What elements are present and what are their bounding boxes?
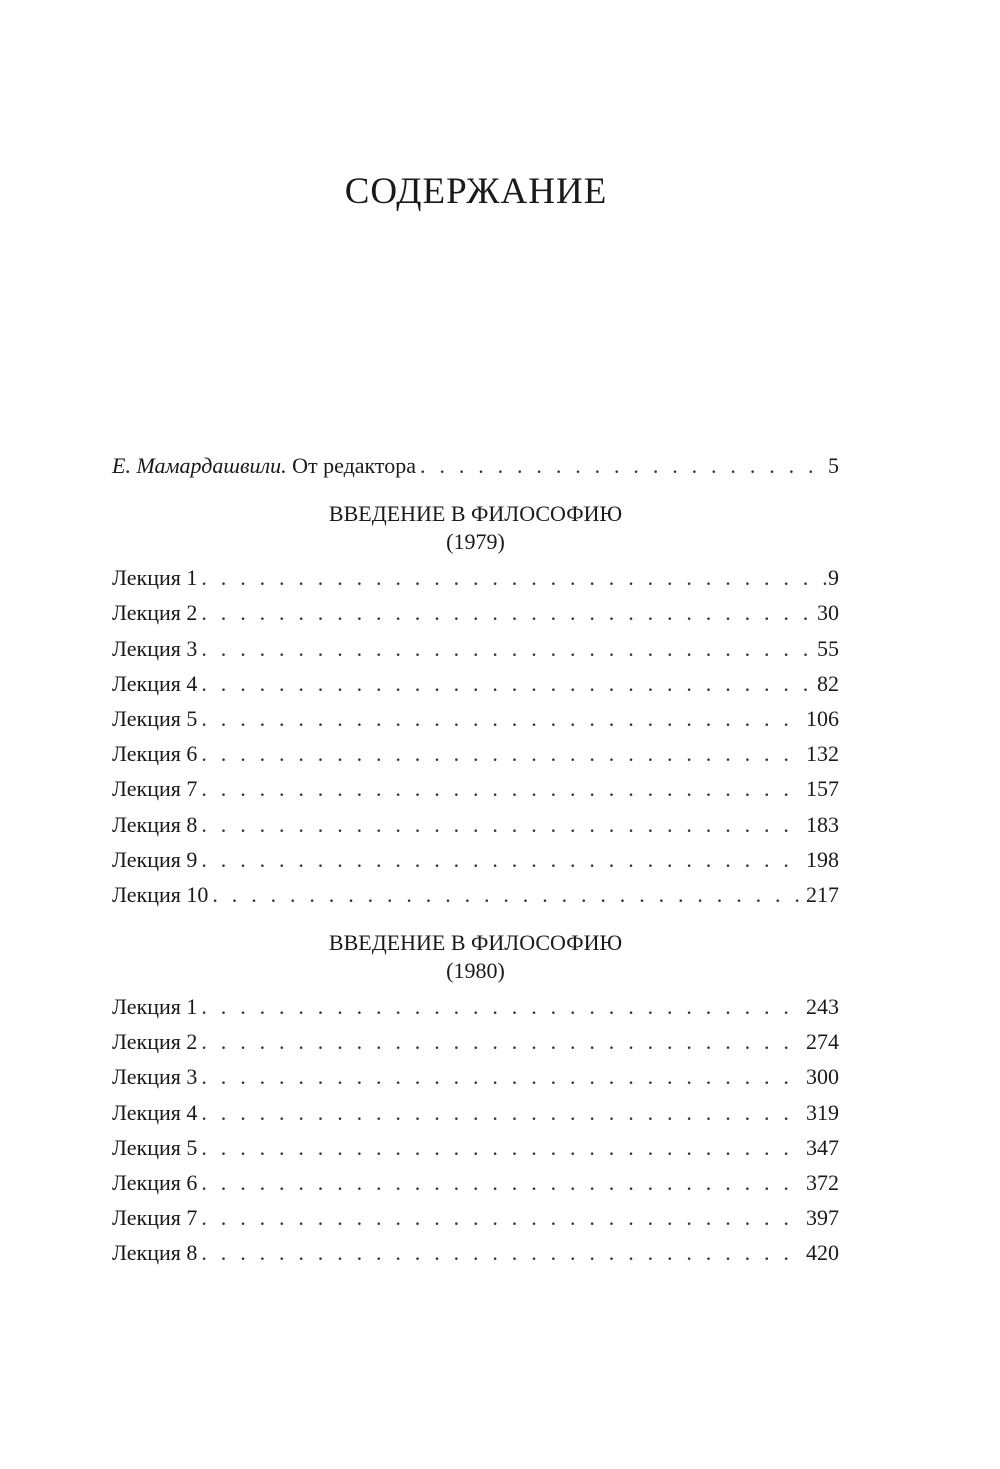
toc-entry-label: Лекция 1 [112,565,198,591]
toc-page-number: 55 [817,635,839,661]
section-heading-1980 [112,929,839,985]
toc-page-number: 274 [806,1029,839,1055]
toc-page-number: 30 [817,600,839,626]
dot-leader [201,1059,804,1094]
toc-entry-lecture[interactable] [112,560,839,595]
editor-note-title: От редактора [292,453,417,478]
toc-page-number: 217 [806,881,839,907]
dot-leader [201,989,804,1024]
toc-entry-label: Лекция 5 [112,1134,198,1160]
toc-entry-lecture[interactable] [112,1095,839,1130]
toc-entry-label: Лекция 3 [112,635,198,661]
editor-name: Е. Мамардашвили. [112,453,287,478]
table-of-contents [112,448,839,1271]
toc-page-number: 347 [806,1134,839,1160]
toc-entry-label: Лекция 7 [112,1205,198,1231]
toc-page-number: 300 [806,1064,839,1090]
toc-page-number: 372 [806,1170,839,1195]
toc-entry-lecture[interactable] [112,701,839,736]
toc-page-number: 9 [828,565,839,591]
section-title: ВВЕДЕНИЕ В ФИЛОСОФИЮ [328,930,623,956]
toc-entry-lecture[interactable] [112,736,839,771]
toc-page-number: 397 [806,1205,839,1231]
dot-leader [201,771,804,806]
dot-leader [201,701,804,736]
toc-entry-lecture[interactable] [112,666,839,701]
toc-entry-label: Лекция 4 [112,670,198,696]
toc-entry-lecture[interactable] [112,989,839,1024]
toc-page-number: 420 [806,1240,839,1266]
toc-entry-label: Лекция 10 [112,881,209,907]
dot-leader [201,807,804,842]
toc-entry-label: Лекция 4 [112,1099,198,1125]
dot-leader [201,1165,804,1200]
toc-entry-editor-note[interactable] [112,448,839,483]
toc-entry-label: Лекция 6 [112,741,198,767]
toc-entry-lecture[interactable] [112,1235,839,1270]
dot-leader [201,736,804,771]
toc-page-number: 157 [806,776,839,802]
toc-page-number: 132 [806,741,839,767]
dot-leader [201,1024,804,1059]
dot-leader [201,666,815,701]
dot-leader [201,631,815,666]
dot-leader [201,1200,804,1235]
toc-entry-lecture[interactable] [112,842,839,877]
toc-entry-lecture[interactable] [112,771,839,806]
toc-entry-label: Лекция 3 [112,1064,198,1090]
toc-entry-lecture[interactable] [112,595,839,630]
toc-entry-lecture[interactable] [112,1024,839,1059]
toc-page-number: 183 [806,811,839,837]
toc-entry-label: Лекция 5 [112,705,198,731]
section-title: ВВЕДЕНИЕ В ФИЛОСОФИЮ [328,501,623,527]
toc-page-number: 82 [817,670,839,696]
toc-entry-label: Лекция 7 [112,776,198,802]
section-year: (1980) [446,958,505,984]
toc-entry-lecture[interactable] [112,631,839,666]
dot-leader [420,448,826,483]
toc-entry-lecture[interactable] [112,1200,839,1235]
dot-leader [201,560,826,595]
toc-entry-label: Лекция 8 [112,811,198,837]
dot-leader [201,1095,804,1130]
toc-entry-label: Лекция 8 [112,1240,198,1266]
dot-leader [212,877,804,912]
toc-entry-lecture[interactable] [112,1165,839,1200]
toc-entry-lecture[interactable] [112,1130,839,1165]
toc-page-number: 319 [806,1099,839,1125]
toc-page-number: 198 [806,846,839,872]
section-year: (1979) [446,529,505,555]
dot-leader [201,842,804,877]
toc-entry-label [112,448,416,483]
toc-page-number: 106 [806,705,839,731]
toc-entry-label: Лекция 2 [112,600,198,626]
section-heading-1979 [112,500,839,556]
dot-leader [201,595,815,630]
dot-leader [201,1130,804,1165]
toc-entry-lecture[interactable] [112,1059,839,1094]
toc-entry-label: Лекция 2 [112,1029,198,1055]
toc-entry-label: Лекция 1 [112,994,198,1020]
toc-page-number: 243 [806,994,839,1020]
page-title: СОДЕРЖАНИЕ [344,171,608,212]
toc-entry-label: Лекция 6 [112,1170,198,1195]
toc-entry-lecture[interactable] [112,877,839,912]
toc-page-number: 5 [828,453,839,478]
toc-entry-label: Лекция 9 [112,846,198,872]
dot-leader [201,1235,804,1270]
toc-entry-lecture[interactable] [112,807,839,842]
